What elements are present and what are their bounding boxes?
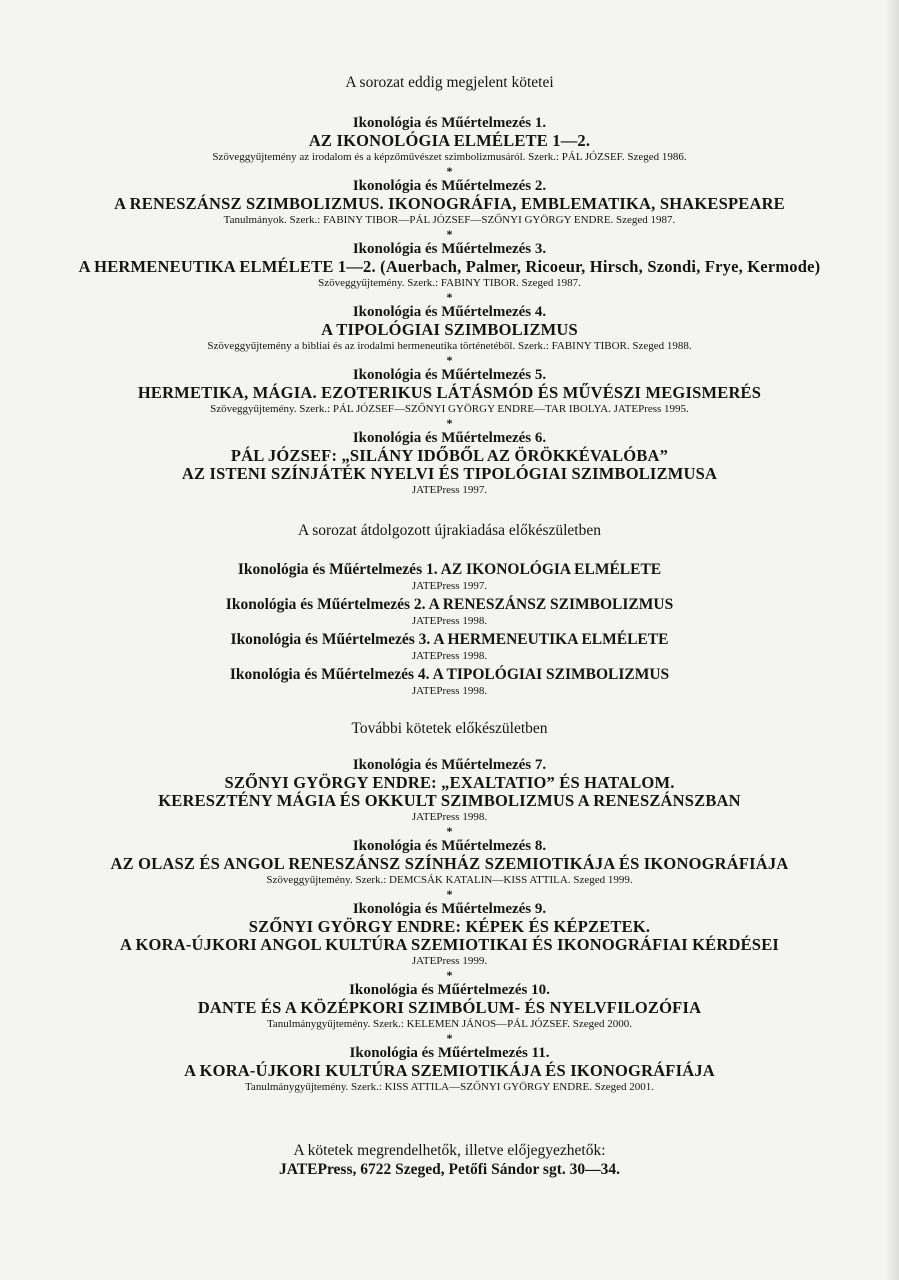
separator-star: * <box>446 968 453 982</box>
further-volume <box>0 1044 899 1095</box>
separator-star: * <box>446 290 453 304</box>
volume-subtitle: AZ ISTENI SZÍNJÁTÉK NYELVI ÉS TIPOLÓGIAI SZIMBOLIZMUSA <box>181 464 718 483</box>
volume-title: AZ IKONOLÓGIA ELMÉLETE 1—2. <box>308 131 591 150</box>
further-list <box>0 756 899 1095</box>
reissue-list <box>0 560 899 698</box>
reissue-volume <box>0 560 899 593</box>
separator-star: * <box>446 353 453 367</box>
published-volume <box>0 240 899 303</box>
volume-note: Szöveggyűjtemény az irodalom és a képzőművészet szimbolizmusáról. Szerk.: PÁL JÓZSEF. Szeged 1986. <box>212 151 687 163</box>
series-label: Ikonológia és Műértelmezés 9. <box>352 901 547 917</box>
volume-title: A TIPOLÓGIAI SZIMBOLIZMUS <box>432 666 670 683</box>
order-info <box>0 1141 899 1179</box>
further-volume <box>0 981 899 1044</box>
series-label: Ikonológia és Műértelmezés 3. <box>352 241 547 257</box>
volume-note: JATEPress 1998. <box>411 615 488 627</box>
series-label: Ikonológia és Műértelmezés 1. <box>352 115 547 131</box>
volume-note: Szöveggyűjtemény a bibliai és az irodalmi hermeneutika történetéből. Szerk.: FABINY TIBOR. Szeged 1988. <box>207 340 692 352</box>
published-volume <box>0 429 899 498</box>
series-label: Ikonológia és Műértelmezés 7. <box>352 757 547 773</box>
reissue-entry <box>0 595 899 614</box>
separator-star: * <box>446 887 453 901</box>
volume-title: DANTE ÉS A KÖZÉPKORI SZIMBÓLUM- ÉS NYELVFILOZÓFIA <box>197 998 702 1017</box>
order-info-text: A kötetek megrendelhetők, illetve előjegyezhetők: <box>293 1142 606 1159</box>
further-volume <box>0 756 899 837</box>
volume-note: Tanulmánygyűjtemény. Szerk.: KELEMEN JÁNOS—PÁL JÓZSEF. Szeged 2000. <box>266 1018 633 1030</box>
volume-subtitle: KERESZTÉNY MÁGIA ÉS OKKULT SZIMBOLIZMUS A RENESZÁNSZBAN <box>158 791 741 810</box>
volume-title: AZ OLASZ ÉS ANGOL RENESZÁNSZ SZÍNHÁZ SZEMIOTIKÁJA ÉS IKONOGRÁFIÁJA <box>110 854 789 873</box>
volume-note: Szöveggyűjtemény. Szerk.: FABINY TIBOR. Szeged 1987. <box>318 277 581 289</box>
published-volume <box>0 303 899 366</box>
volume-title: A TIPOLÓGIAI SZIMBOLIZMUS <box>321 320 578 339</box>
volume-title: A KORA-ÚJKORI KULTÚRA SZEMIOTIKÁJA ÉS IKONOGRÁFIÁJA <box>184 1061 715 1080</box>
published-volume <box>0 366 899 429</box>
series-label: Ikonológia és Műértelmezés 1. <box>237 561 438 578</box>
separator-star: * <box>446 227 453 241</box>
volume-note: JATEPress 1998. <box>411 685 488 697</box>
volume-note: JATEPress 1998. <box>411 811 488 823</box>
volume-subtitle: A KORA-ÚJKORI ANGOL KULTÚRA SZEMIOTIKAI ÉS IKONOGRÁFIAI KÉRDÉSEI <box>119 935 780 954</box>
further-volume <box>0 837 899 900</box>
reissue-volume <box>0 630 899 663</box>
volume-note: Szöveggyűjtemény. Szerk.: DEMCSÁK KATALIN—KISS ATTILA. Szeged 1999. <box>266 874 633 886</box>
series-label: Ikonológia és Műértelmezés 4. <box>229 666 430 683</box>
volume-title: PÁL JÓZSEF: „SILÁNY IDŐBŐL AZ ÖRÖKKÉVALÓBA” <box>230 446 669 465</box>
reissue-volume <box>0 665 899 698</box>
volume-note: Szöveggyűjtemény. Szerk.: PÁL JÓZSEF—SZŐNYI GYÖRGY ENDRE—TAR IBOLYA. JATEPress 1995. <box>210 403 689 415</box>
published-volume <box>0 177 899 240</box>
volume-note: Tanulmánygyűjtemény. Szerk.: KISS ATTILA—SZŐNYI GYÖRGY ENDRE. Szeged 2001. <box>244 1081 655 1093</box>
series-label: Ikonológia és Műértelmezés 11. <box>349 1045 550 1061</box>
volume-title: A HERMENEUTIKA ELMÉLETE 1—2. (Auerbach, Palmer, Ricoeur, Hirsch, Szondi, Frye, Kermode) <box>78 257 821 276</box>
separator-star: * <box>446 164 453 178</box>
published-list <box>0 114 899 498</box>
volume-note: JATEPress 1997. <box>411 580 488 592</box>
publisher-address: JATEPress, 6722 Szeged, Petőfi Sándor sgt. 30—34. <box>279 1161 620 1178</box>
series-label: Ikonológia és Műértelmezés 6. <box>352 430 547 446</box>
volume-note: JATEPress 1999. <box>411 955 488 967</box>
series-label: Ikonológia és Műértelmezés 10. <box>349 982 550 998</box>
published-volume <box>0 114 899 177</box>
separator-star: * <box>446 416 453 430</box>
volume-title: AZ IKONOLÓGIA ELMÉLETE <box>440 561 662 578</box>
volume-title: SZŐNYI GYÖRGY ENDRE: KÉPEK ÉS KÉPZETEK. <box>248 917 651 936</box>
published-heading: A sorozat eddig megjelent kötetei <box>345 74 554 91</box>
reissue-heading: A sorozat átdolgozott újrakiadása előkészületben <box>297 522 601 539</box>
volume-title: A RENESZÁNSZ SZIMBOLIZMUS <box>428 596 674 613</box>
series-label: Ikonológia és Műértelmezés 2. <box>225 596 426 613</box>
volume-title: HERMETIKA, MÁGIA. EZOTERIKUS LÁTÁSMÓD ÉS MŰVÉSZI MEGISMERÉS <box>137 383 762 402</box>
series-label: Ikonológia és Műértelmezés 3. <box>230 631 431 648</box>
separator-star: * <box>446 824 453 838</box>
further-volume <box>0 900 899 981</box>
volume-title: A RENESZÁNSZ SZIMBOLIZMUS. IKONOGRÁFIA, EMBLEMATIKA, SHAKESPEARE <box>114 194 785 213</box>
series-label: Ikonológia és Műértelmezés 2. <box>352 178 547 194</box>
reissue-volume <box>0 595 899 628</box>
volume-note: JATEPress 1998. <box>411 650 488 662</box>
series-label: Ikonológia és Műértelmezés 5. <box>352 367 547 383</box>
series-label: Ikonológia és Műértelmezés 8. <box>352 838 547 854</box>
volume-note: Tanulmányok. Szerk.: FABINY TIBOR—PÁL JÓZSEF—SZŐNYI GYÖRGY ENDRE. Szeged 1987. <box>223 214 676 226</box>
volume-title: A HERMENEUTIKA ELMÉLETE <box>433 631 669 648</box>
volume-note: JATEPress 1997. <box>411 484 488 496</box>
series-label: Ikonológia és Műértelmezés 4. <box>352 304 547 320</box>
volume-title: SZŐNYI GYÖRGY ENDRE: „EXALTATIO” ÉS HATALOM. <box>224 773 675 792</box>
reissue-entry <box>0 665 899 684</box>
reissue-entry <box>0 630 899 649</box>
reissue-entry <box>0 560 899 579</box>
page-edge-shadow <box>885 0 899 1280</box>
separator-star: * <box>446 1031 453 1045</box>
further-heading: További kötetek előkészületben <box>351 720 548 737</box>
